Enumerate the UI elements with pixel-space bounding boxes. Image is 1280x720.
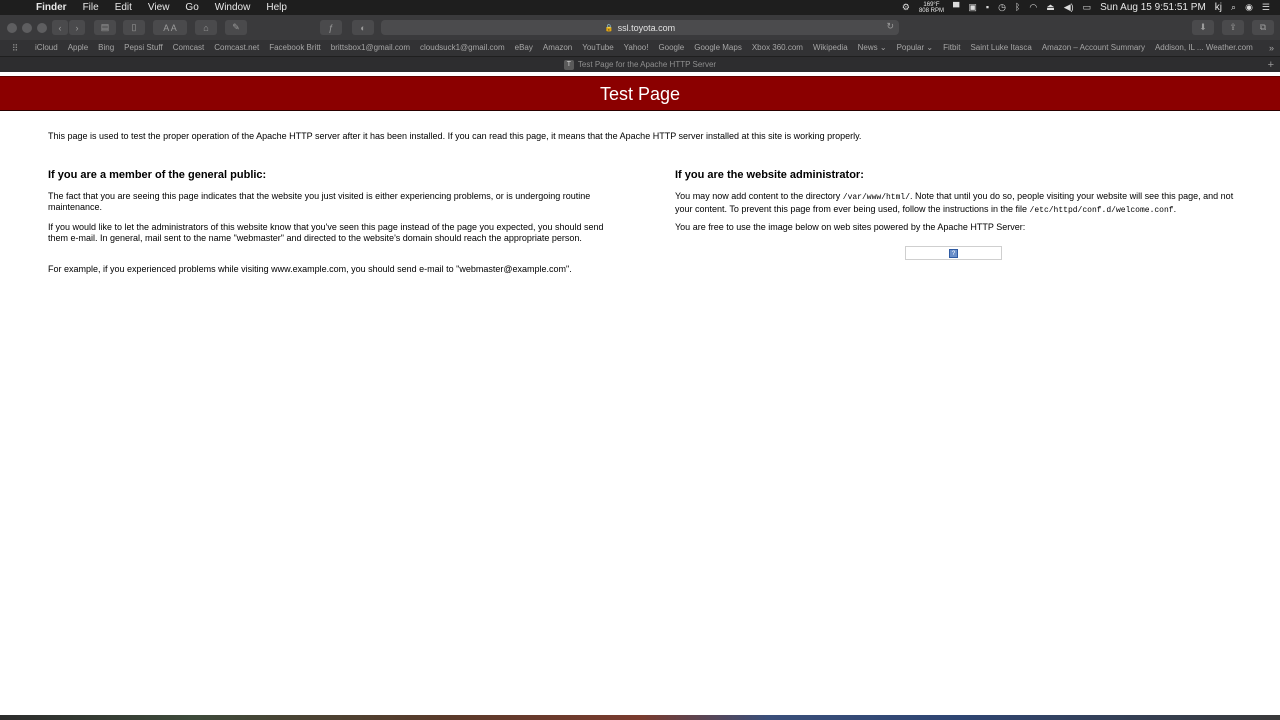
favorite-link[interactable]: Comcast bbox=[172, 43, 205, 52]
chevron-left-icon: ‹ bbox=[58, 22, 62, 33]
home-button[interactable] bbox=[195, 20, 217, 35]
menu-app-finder[interactable]: Finder bbox=[36, 2, 67, 13]
menu-window[interactable]: Window bbox=[214, 2, 251, 13]
favorite-link[interactable]: Facebook Britt bbox=[269, 43, 321, 52]
tab-favicon: T bbox=[564, 60, 574, 70]
docroot-path: /var/www/html/ bbox=[842, 193, 910, 202]
sidebar-icon: ▯ bbox=[131, 22, 137, 32]
lock-icon: 🔒 bbox=[604, 24, 614, 32]
active-tab-title[interactable]: Test Page for the Apache HTTP Server bbox=[577, 60, 717, 69]
bluetooth-icon[interactable]: ᛒ bbox=[1014, 2, 1021, 12]
broken-image-icon: ? bbox=[949, 249, 958, 258]
favorite-link[interactable]: Bing bbox=[98, 43, 115, 52]
back-button[interactable] bbox=[52, 20, 68, 35]
public-section-heading: If you are a member of the general public: bbox=[48, 169, 267, 181]
tab-bar bbox=[0, 56, 1280, 72]
favorite-link[interactable]: Yahoo! bbox=[623, 43, 649, 52]
shield-icon: ◐ bbox=[360, 22, 366, 33]
screenshot-icon[interactable]: ▣ bbox=[968, 2, 977, 12]
extension-icon: ƒ bbox=[328, 22, 334, 33]
favorite-link[interactable]: cloudsuck1@gmail.com bbox=[420, 43, 505, 52]
download-icon: ⬇ bbox=[1199, 22, 1207, 32]
favorites-news-menu[interactable]: News ⌄ bbox=[857, 43, 887, 52]
share-button[interactable] bbox=[1222, 20, 1244, 35]
drive-icon[interactable]: ▪ bbox=[985, 2, 990, 12]
web-page bbox=[0, 72, 1280, 715]
admin-p1-text-b: . Note that until you do so, people visiting your website will see this page, and not your content. To prevent this page from ever being used, follow the instructions in the file bbox=[675, 191, 1234, 214]
text-size-icon: A A bbox=[163, 22, 177, 33]
page-title-banner bbox=[0, 76, 1280, 111]
downloads-button[interactable] bbox=[1192, 20, 1214, 35]
favorite-link[interactable]: YouTube bbox=[582, 43, 614, 52]
favorites-overflow-button[interactable]: » bbox=[1268, 43, 1274, 53]
print-button[interactable] bbox=[94, 20, 116, 35]
public-paragraph-2: If you would like to let the administrators of this website know that you've seen this page instead of the page you expected, you should send them e-mail. In general, mail sent to the name "webmaster" and directed to the website's domain should reach the appropriate person. bbox=[48, 222, 604, 243]
intro-paragraph: This page is used to test the proper operation of the Apache HTTP server after it has been installed. If you can read this page, it means that the Apache HTTP server installed at this site is working properly. bbox=[48, 131, 862, 141]
admin-p1-text-a: You may now add content to the directory bbox=[675, 191, 843, 201]
temperature-readout[interactable] bbox=[919, 2, 944, 14]
favorites-bar bbox=[0, 40, 1280, 56]
menu-file[interactable]: File bbox=[82, 2, 99, 13]
menu-clock[interactable]: Sun Aug 15 9:51:51 PM bbox=[1100, 2, 1206, 13]
time-machine-icon[interactable]: ◷ bbox=[998, 2, 1006, 12]
chevron-right-icon: › bbox=[75, 22, 79, 33]
compose-button[interactable] bbox=[225, 20, 247, 35]
volume-icon[interactable]: ◀) bbox=[1063, 2, 1074, 12]
tab-overview-icon: ⧉ bbox=[1259, 22, 1267, 32]
favorite-link[interactable]: Amazon – Account Summary bbox=[1041, 43, 1145, 52]
minimize-window-button[interactable] bbox=[22, 23, 32, 33]
siri-icon[interactable]: ◉ bbox=[1245, 2, 1253, 12]
menu-view[interactable]: View bbox=[147, 2, 170, 13]
printer-icon: ▤ bbox=[100, 22, 110, 32]
eject-icon[interactable]: ⏏ bbox=[1046, 2, 1055, 12]
admin-section-heading: If you are the website administrator: bbox=[675, 169, 864, 181]
favorite-link[interactable]: Saint Luke Itasca bbox=[970, 43, 1032, 52]
user-menu[interactable]: kj bbox=[1214, 2, 1223, 13]
menu-bar bbox=[0, 0, 1280, 15]
extension-button[interactable] bbox=[320, 20, 342, 35]
favorite-link[interactable]: Pepsi Stuff bbox=[124, 43, 163, 52]
menu-help[interactable]: Help bbox=[266, 2, 287, 13]
public-paragraph-1: The fact that you are seeing this page indicates that the website you just visited is either experiencing problems, or is undergoing routine maintenance. bbox=[48, 191, 591, 212]
favorite-link[interactable]: iCloud bbox=[35, 43, 58, 52]
menu-go[interactable]: Go bbox=[185, 2, 199, 13]
desktop-background-strip bbox=[0, 715, 1280, 720]
address-bar[interactable] bbox=[381, 20, 899, 35]
close-window-button[interactable] bbox=[7, 23, 17, 33]
text-size-buttons[interactable] bbox=[153, 20, 187, 35]
favorite-link[interactable]: Xbox 360.com bbox=[751, 43, 803, 52]
messages-icon[interactable]: ▀ bbox=[952, 2, 960, 12]
favorite-link[interactable]: Apple bbox=[67, 43, 89, 52]
wifi-icon[interactable]: ◠ bbox=[1029, 2, 1038, 12]
home-icon: ⌂ bbox=[203, 22, 209, 33]
temperature-value: 169°F bbox=[923, 1, 940, 8]
new-tab-plus-icon[interactable]: + bbox=[1267, 58, 1274, 71]
favorite-link[interactable]: Google Maps bbox=[694, 43, 742, 52]
favorite-link[interactable]: Wikipedia bbox=[812, 43, 848, 52]
keyboard-input-icon[interactable]: ▭ bbox=[1082, 2, 1092, 12]
admin-paragraph-1 bbox=[675, 191, 1235, 216]
grid-icon[interactable]: ⠿ bbox=[11, 42, 19, 53]
favorite-link[interactable]: eBay bbox=[514, 43, 533, 52]
favorite-link[interactable]: Amazon bbox=[542, 43, 573, 52]
admin-paragraph-2: You are free to use the image below on web sites powered by the Apache HTTP Server: bbox=[675, 222, 1026, 232]
share-icon: ⇪ bbox=[1229, 22, 1237, 32]
favorites-popular-menu[interactable]: Popular ⌄ bbox=[896, 43, 934, 52]
fan-speed-value: 808 RPM bbox=[918, 7, 944, 14]
forward-button[interactable] bbox=[69, 20, 85, 35]
menu-edit[interactable]: Edit bbox=[114, 2, 132, 13]
powered-by-image[interactable] bbox=[905, 246, 1002, 260]
favorite-link[interactable]: Addison, IL ... Weather.com bbox=[1154, 43, 1253, 52]
tab-overview-button[interactable] bbox=[1252, 20, 1274, 35]
favorite-link[interactable]: brittsbox1@gmail.com bbox=[330, 43, 411, 52]
welcome-conf-path: /etc/httpd/conf.d/welcome.conf bbox=[1029, 205, 1174, 215]
window-controls bbox=[7, 23, 47, 33]
sidebar-button[interactable] bbox=[123, 20, 145, 35]
reload-icon[interactable]: ↻ bbox=[886, 21, 894, 31]
zoom-window-button[interactable] bbox=[37, 23, 47, 33]
spotlight-search-icon[interactable]: ⌕ bbox=[1231, 2, 1237, 12]
public-paragraph-3: For example, if you experienced problems while visiting www.example.com, you should send e-mail to "webmaster@example.com". bbox=[48, 264, 572, 274]
page-title: Test Page bbox=[599, 84, 681, 104]
pencil-icon: ✎ bbox=[232, 22, 240, 32]
favorite-link[interactable]: Google bbox=[658, 43, 685, 52]
admin-p1-text-c: . bbox=[1173, 203, 1177, 214]
privacy-button[interactable] bbox=[352, 20, 374, 35]
favorite-link[interactable]: Comcast.net bbox=[214, 43, 260, 52]
address-bar-url: ssl.toyota.com bbox=[617, 22, 676, 33]
fan-status-icon[interactable]: ⚙ bbox=[901, 2, 910, 12]
favorite-link[interactable]: Fitbit bbox=[943, 43, 961, 52]
browser-toolbar bbox=[0, 15, 1280, 40]
notification-center-icon[interactable]: ☰ bbox=[1261, 2, 1270, 12]
